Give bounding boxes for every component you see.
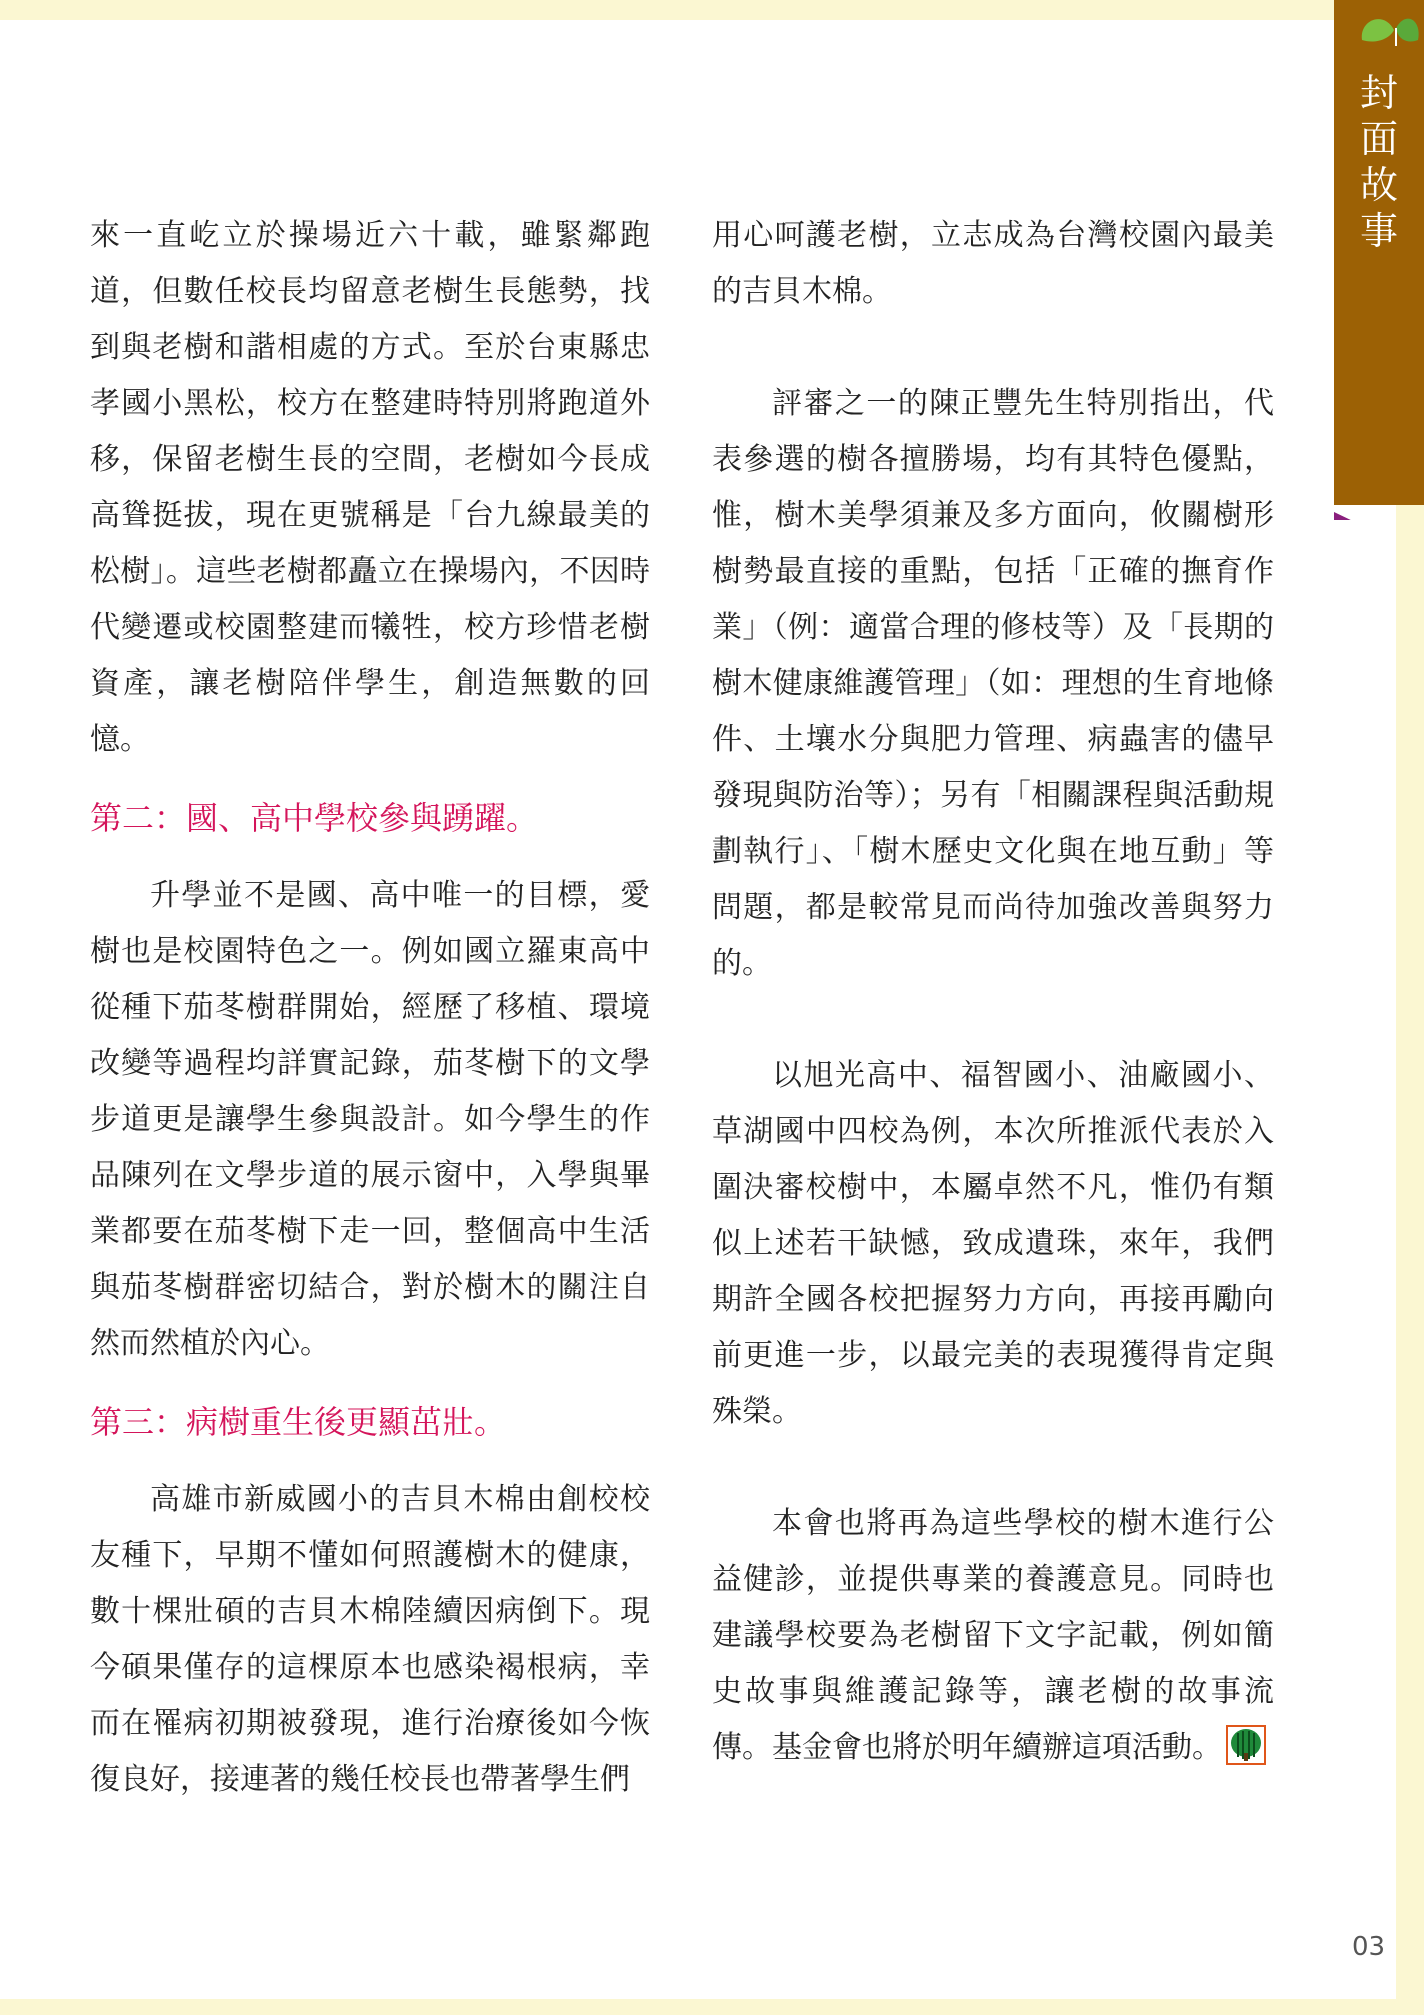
tab-char: 故 [1359,163,1398,207]
right-paragraph-4 [712,1496,1274,1776]
section-tab [1334,0,1424,520]
page-number: 03 [1352,1932,1386,1962]
tab-char: 封 [1359,71,1398,115]
tab-char: 事 [1359,209,1398,253]
right-paragraph-3: 以旭光高中、福智國小、油廠國小、草湖國中四校為例，本次所推派代表於入圍決審校樹中，本屬卓然不凡，惟仍有類似上述若干缺憾，致成遺珠，來年，我們期許全國各校把握努力方向，再接再勵向前更進一步，以最完美的表現獲得肯定與殊榮。 [712,1058,1274,1429]
right-paragraph-2: 評審之一的陳正豐先生特別指出，代表參選的樹各擅勝場，均有其特色優點，惟，樹木美學須兼及多方面向，攸關樹形樹勢最直接的重點，包括「正確的撫育作業」（例：適當合理的修枝等）及「長期的樹木健康維護管理」（如：理想的生育地條件、土壤水分與肥力管理、病蟲害的儘早發現與防治等）；另有「相關課程與活動規劃執行」、「樹木歷史文化與在地互動」等問題，都是較常見而尚待加強改善與努力的。 [712,386,1274,981]
section-heading-3: 第三：病樹重生後更顯茁壯。 [90,1403,507,1441]
right-column [712,208,1274,1776]
right-paragraph-1: 用心呵護老樹，立志成為台灣校園內最美的吉貝木棉。 [712,218,1274,309]
section-heading-2: 第二：國、高中學校參與踴躍。 [90,799,539,837]
right-paragraph-4-text: 本會也將再為這些學校的樹木進行公益健診，並提供專業的養護意見。同時也建議學校要為老樹留下文字記載，例如簡史故事與維護記錄等，讓老樹的故事流傳。基金會也將於明年續辦這項活動。 [712,1506,1274,1765]
bottom-band [0,1999,1424,2015]
tree-end-mark-icon [1226,1725,1266,1765]
left-column [90,208,650,1808]
purple-stripe [1334,512,1424,520]
left-paragraph-3: 高雄市新威國小的吉貝木棉由創校校友種下，早期不懂如何照護樹木的健康，數十棵壯碩的吉貝木棉陸續因病倒下。現今碩果僅存的這棵原本也感染褐根病，幸而在罹病初期被發現，進行治療後如今恢復良好，接連著的幾任校長也帶著學生們 [90,1482,650,1797]
left-paragraph-1: 來一直屹立於操場近六十載，雖緊鄰跑道，但數任校長均留意老樹生長態勢，找到與老樹和諧相處的方式。至於台東縣忠孝國小黑松，校方在整建時特別將跑道外移，保留老樹生長的空間，老樹如今長成高聳挺拔，現在更號稱是「台九線最美的松樹」。這些老樹都矗立在操場內，不因時代變遷或校園整建而犧牲，校方珍惜老樹資產，讓老樹陪伴學生，創造無數的回憶。 [90,218,650,757]
section-tab-title [1334,70,1424,254]
tab-char: 面 [1359,117,1398,161]
left-paragraph-2: 升學並不是國、高中唯一的目標，愛樹也是校園特色之一。例如國立羅東高中從種下茄苳樹群開始，經歷了移植、環境改變等過程均詳實記錄，茄苳樹下的文學步道更是讓學生參與設計。如今學生的作品陳列在文學步道的展示窗中，入學與畢業都要在茄苳樹下走一回，整個高中生活與茄苳樹群密切結合，對於樹木的關注自然而然植於內心。 [90,878,650,1361]
top-band [0,0,1424,20]
